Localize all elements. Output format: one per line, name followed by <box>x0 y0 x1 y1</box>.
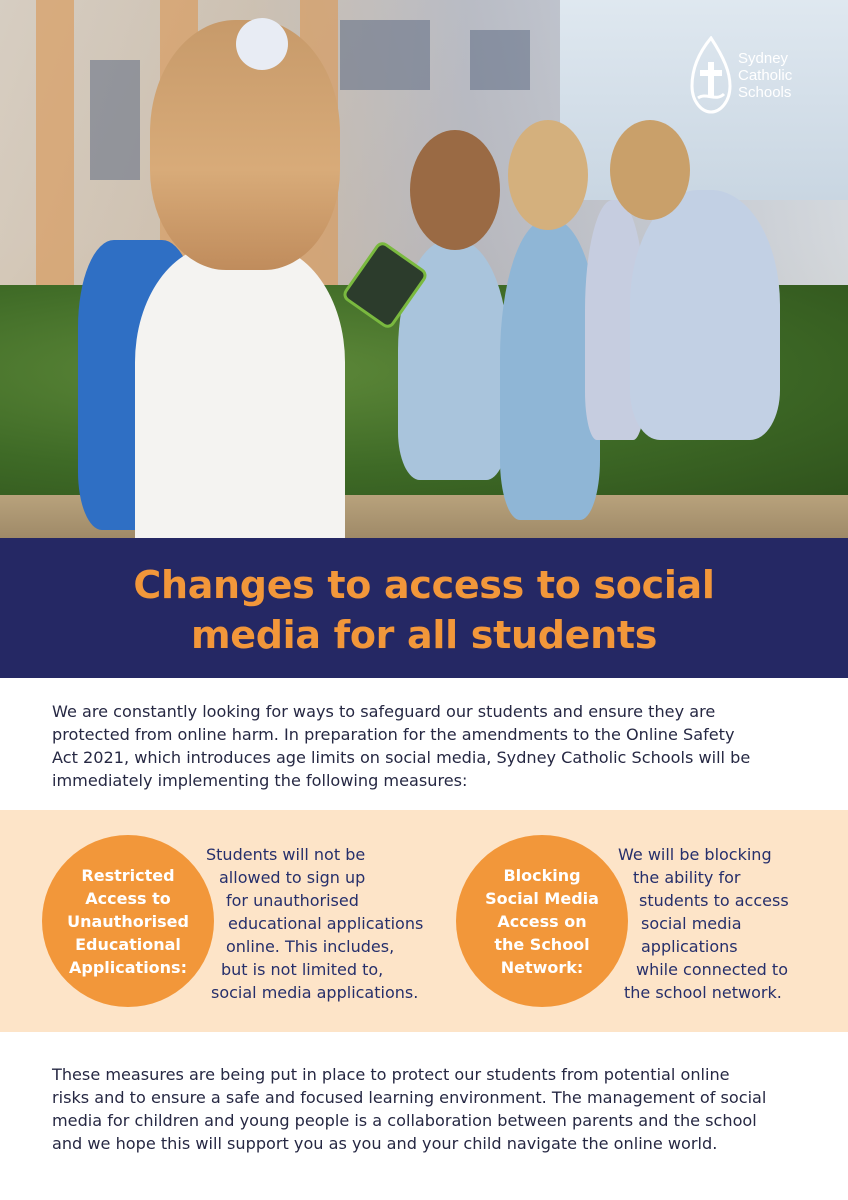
hair-bow <box>236 18 288 70</box>
child-figure <box>630 190 780 440</box>
hero-photo <box>0 0 848 538</box>
flame-cross-icon <box>688 36 734 114</box>
measure-heading-circle: Restricted Access to Unauthorised Educational Applications: <box>42 835 214 1007</box>
logo-text: Sydney Catholic Schools <box>738 50 793 101</box>
measure-description: Students will not be allowed to sign up for unauthorised educational applications online. This includes, but is not limited to, social media applications. <box>206 845 424 1002</box>
measure-description: We will be blocking the ability for students to access social media applications while connected to the school network. <box>618 845 789 1002</box>
sydney-catholic-schools-logo <box>688 36 818 116</box>
closing-paragraph: These measures are being put in place to protect our students from potential online risks and to ensure a safe and focused learning environment. The management of social media for children and young people is a collaboration between parents and the school and we hope this will support you as you and your child navigate the online world. <box>52 1065 767 1153</box>
measure-heading-circle: Blocking Social Media Access on the School Network: <box>456 835 628 1007</box>
page-title: Changes to access to social media for all students <box>133 563 715 657</box>
intro-paragraph: We are constantly looking for ways to safeguard our students and ensure they are protected from online harm. In preparation for the amendments to the Online Safety Act 2021, which introduces age limits on social media, Sydney Catholic Schools will be immediately implementing the following measures: <box>52 702 751 790</box>
child-figure <box>135 245 345 538</box>
